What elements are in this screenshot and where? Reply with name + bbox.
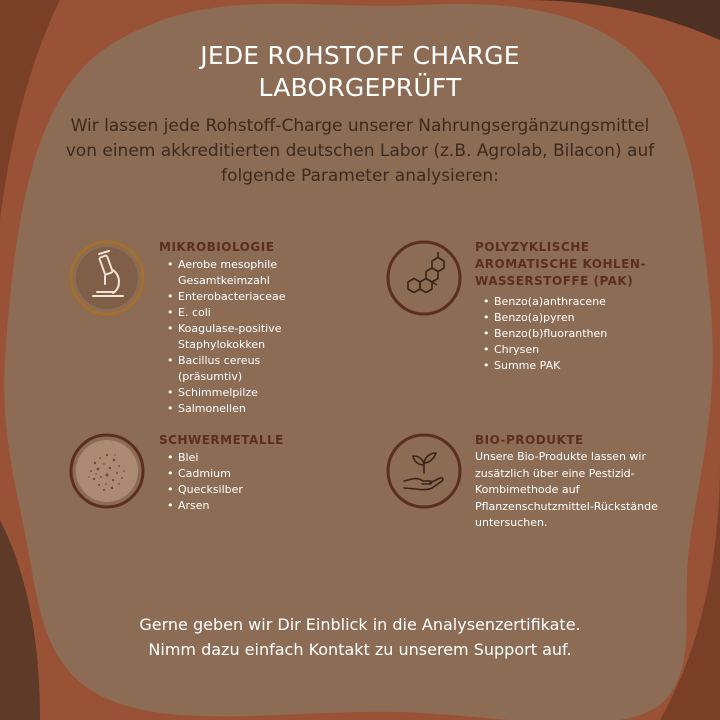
list-schwermetalle [167, 450, 327, 514]
list-mikrobiologie [167, 257, 327, 417]
microscope-icon [69, 240, 145, 316]
list-item: • Benzo(b)fluoranthen [483, 326, 653, 342]
footer-line-2: Nimm dazu einfach Kontakt zu unserem Support auf. [148, 640, 572, 659]
list-item: • Arsen [167, 498, 327, 514]
list-pak [483, 294, 653, 374]
list-item: • Schimmelpilze [167, 385, 327, 401]
particles-icon [69, 433, 145, 509]
list-item: • Cadmium [167, 466, 327, 482]
section-title-schwermetalle: SCHWERMETALLE [159, 433, 284, 447]
section-title-pak: POLYZYKLISCHE AROMATISCHE KOHLEN-WASSERSTOFFE (PAK) [475, 240, 646, 288]
molecule-icon [386, 240, 462, 316]
list-item: • Enterobacteriaceae [167, 289, 327, 305]
list-item: • Summe PAK [483, 358, 653, 374]
footer-text [0, 612, 720, 662]
intro-text: Wir lassen jede Rohstoff-Charge unserer Nahrungsergänzungsmittel von einem akkreditierten deutschen Labor (z.B. Agrolab, Bilacon) auf folgende Parameter analysieren: [65, 116, 655, 186]
bio-description: Unsere Bio-Produkte lassen wir zusätzlich über eine Pestizid-Kombimethode auf Pflanzenschutzmittel-Rückstände untersuchen. [475, 450, 658, 529]
list-item: • Aerobe mesophile Gesamtkeimzahl [167, 257, 327, 289]
list-item: • Chrysen [483, 342, 653, 358]
list-item: • Benzo(a)pyren [483, 310, 653, 326]
list-item: • Blei [167, 450, 327, 466]
list-item: • Koagulase-positive Staphylokokken [167, 321, 327, 353]
footer-line-1: Gerne geben wir Dir Einblick in die Analysenzertifikate. [139, 615, 581, 634]
title-line-1: JEDE ROHSTOFF CHARGE [200, 41, 520, 70]
list-item: • Salmonellen [167, 401, 327, 417]
list-item: • Quecksilber [167, 482, 327, 498]
list-item: • E. coli [167, 305, 327, 321]
hand-sprout-icon [386, 433, 462, 509]
section-title-bio: BIO-PRODUKTE [475, 433, 584, 447]
page-title [0, 40, 720, 104]
list-item: • Benzo(a)anthracene [483, 294, 653, 310]
list-item: • Bacillus cereus (präsumtiv) [167, 353, 327, 385]
title-line-2: LABORGEPRÜFT [258, 73, 462, 102]
section-title-mikrobiologie: MIKROBIOLOGIE [159, 240, 275, 254]
